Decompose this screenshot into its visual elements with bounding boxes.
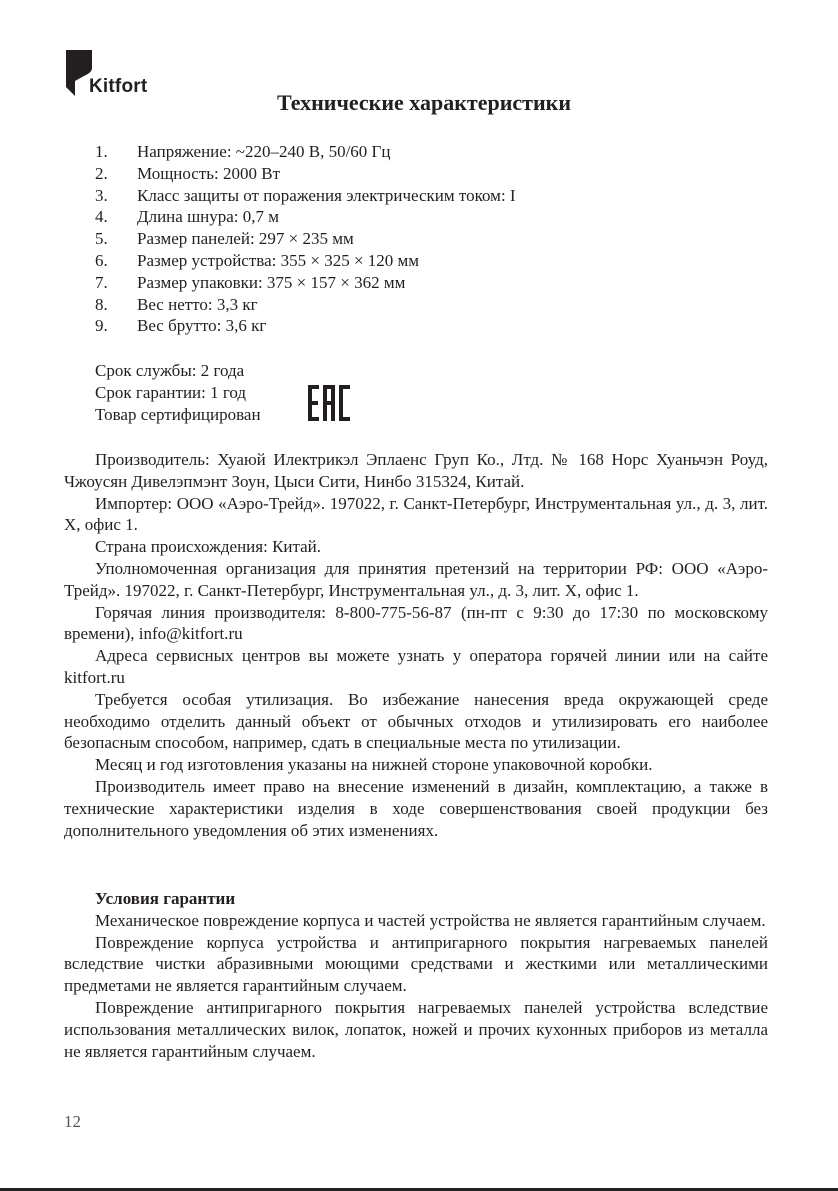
page-title: Технические характеристики [276, 90, 572, 115]
disposal-paragraph: Требуется особая утилизация. Во избежание нанесения вреда окружающей среде необходимо отделить данный объект от обычных отходов и утилизировать его наиболее безопасным способом, например, сдать в специальные места по утилизации. [64, 689, 768, 753]
warranty-period: Срок гарантии: 1 год [95, 382, 247, 402]
service-centers-paragraph: Адреса сервисных центров вы можете узнать у оператора горячей линии или на сайте kitfort.ru [64, 646, 768, 687]
warranty-heading: Условия гарантии [95, 889, 236, 908]
authorized-org-paragraph: Уполномоченная организация для принятия претензий на территории РФ: ООО «Аэро-Трейд». 197022, г. Санкт-Петербург, Инструментальная ул., д. 3, лит. Х, офис 1. [64, 558, 768, 600]
page-number: 12 [64, 1112, 81, 1131]
spec-item: 4. Длина шнура: 0,7 м [95, 207, 280, 227]
brand-name: Kitfort [89, 76, 148, 97]
service-info [95, 360, 261, 425]
manufacturer-paragraph: Производитель: Хуаюй Илектрикэл Эплаенс Груп Ко., Лтд. № 168 Норс Хуаньчэн Роуд, Чжоусян Дивелэпмэнт Зоун, Цыси Сити, Нинбо 315324, Китай. [64, 450, 768, 491]
spec-item: 2. Мощность: 2000 Вт [95, 163, 281, 183]
spec-item: 6. Размер устройства: 355 × 325 × 120 мм [95, 250, 420, 270]
spec-item: 5. Размер панелей: 297 × 235 мм [95, 229, 354, 249]
eac-mark-icon [308, 385, 350, 421]
certification-note: Товар сертифицирован [95, 404, 261, 424]
spec-item: 1. Напряжение: ~220–240 В, 50/60 Гц [95, 142, 391, 161]
service-life: Срок службы: 2 года [95, 361, 245, 380]
importer-paragraph: Импортер: ООО «Аэро-Трейд». 197022, г. Санкт-Петербург, Инструментальная ул., д. 3, лит. Х, офис 1. [64, 493, 768, 535]
origin-paragraph: Страна происхождения: Китай. [95, 537, 322, 557]
spec-item: 9. Вес брутто: 3,6 кг [95, 316, 267, 336]
manufacture-date-paragraph: Месяц и год изготовления указаны на нижней стороне упаковочной коробки. [95, 755, 653, 775]
spec-item: 8. Вес нетто: 3,3 кг [95, 294, 258, 314]
warranty-paragraph: Повреждение корпуса устройства и антипригарного покрытия нагреваемых панелей вследствие чистки абразивными моющими средствами и жесткими или металлическими предметами не является гарантийным случаем. [64, 932, 768, 996]
info-paragraphs [64, 449, 768, 841]
changes-paragraph: Производитель имеет право на внесение изменений в дизайн, комплектацию, а также в технические характеристики изделия в ходе совершенствования своей продукции без дополнительного уведомления об этих изменениях. [64, 776, 768, 840]
warranty-section [64, 888, 768, 1062]
hotline-paragraph: Горячая линия производителя: 8-800-775-56-87 (пн-пт с 9:30 до 17:30 по московскому времени), info@kitfort.ru [64, 602, 768, 644]
specs-list [95, 141, 516, 337]
warranty-paragraph: Механическое повреждение корпуса и частей устройства не является гарантийным случаем. [95, 910, 766, 930]
warranty-paragraph: Повреждение антипригарного покрытия нагреваемых панелей устройства вследствие использования металлических вилок, лопаток, ножей и прочих кухонных приборов из металла не является гарантийным случаем. [64, 997, 768, 1061]
spec-item: 7. Размер упаковки: 375 × 157 × 362 мм [95, 272, 406, 292]
spec-item: 3. Класс защиты от поражения электрическим током: I [95, 185, 516, 205]
